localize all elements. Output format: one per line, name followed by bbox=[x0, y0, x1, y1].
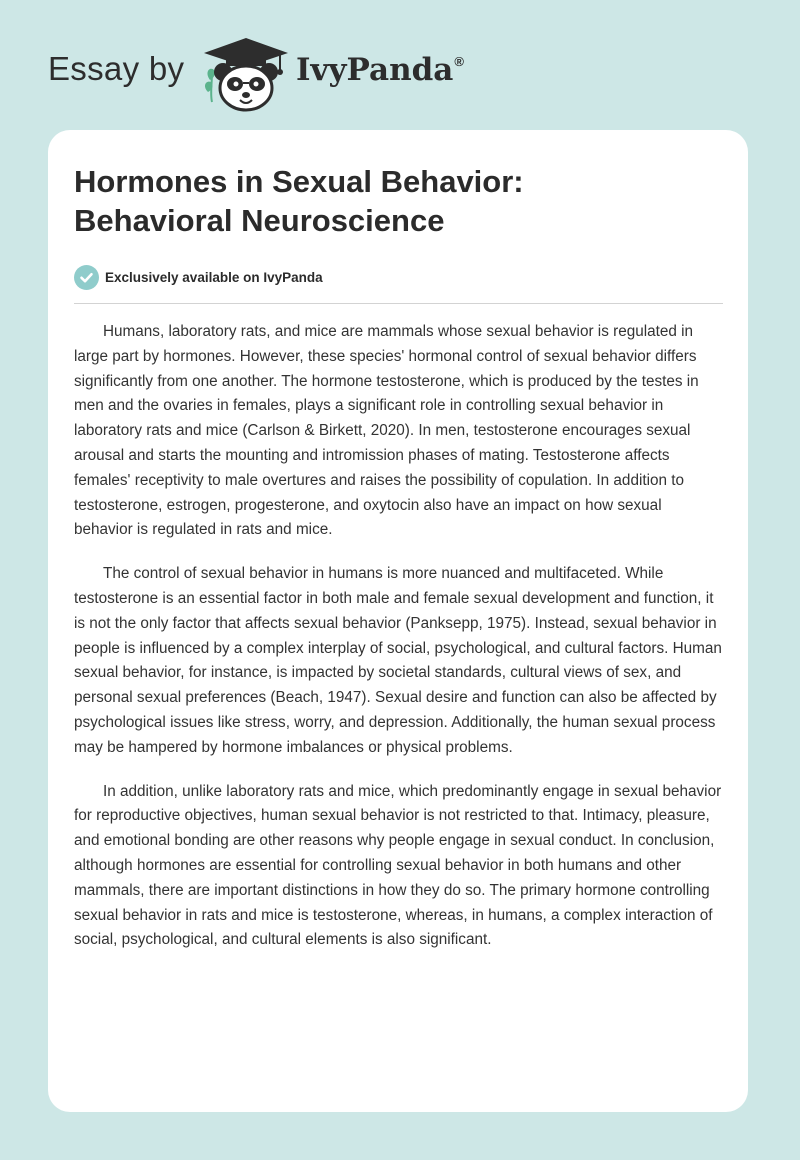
exclusive-badge bbox=[74, 263, 323, 291]
essay-by-label: Essay by bbox=[48, 50, 185, 87]
paragraph-3: In addition, unlike laboratory rats and mice, which predominantly engage in sexual behavior for reproductive objectives, human sexual behavior is not restricted to that. Intimacy, pleasure, and emotional bonding are other reasons why people engage in sexual conduct. In conclusion, although hormones are essential for controlling sexual behavior in both humans and other mammals, there are important distinctions in how they do so. The primary hormone controlling sexual behavior in rats and mice is testosterone, whereas, in humans, a complex interaction of social, psychological, and cultural elements is also significant. bbox=[74, 782, 722, 949]
title-line-2: Behavioral Neuroscience bbox=[74, 203, 445, 238]
exclusive-label: Exclusively available on IvyPanda bbox=[105, 269, 323, 285]
title-line-1: Hormones in Sexual Behavior: bbox=[74, 164, 524, 199]
essay-body bbox=[74, 320, 724, 972]
check-circle-icon bbox=[74, 265, 99, 290]
brand-name: IvyPanda bbox=[296, 52, 454, 88]
essay-card bbox=[48, 130, 748, 1112]
site-header bbox=[0, 0, 800, 130]
divider bbox=[74, 303, 723, 304]
brand-logo-text[interactable] bbox=[296, 52, 464, 88]
panda-graduate-icon bbox=[198, 36, 294, 112]
paragraph-2: The control of sexual behavior in humans is more nuanced and multifaceted. While testosterone is an essential factor in both male and female sexual development and function, it is not the only factor that affects sexual behavior (Panksepp, 1975). Instead, sexual behavior in people is influenced by a complex interplay of social, psychological, and cultural factors. Human sexual behavior, for instance, is impacted by societal standards, cultural views of sex, and personal sexual preferences (Beach, 1947). Sexual desire and function can also be affected by psychological issues like stress, worry, and depression. Additionally, the human sexual process may be hampered by hormone imbalances or physical problems. bbox=[74, 565, 722, 756]
page-title bbox=[74, 162, 714, 240]
paragraph-1: Humans, laboratory rats, and mice are mammals whose sexual behavior is regulated in large part by hormones. However, these species' hormonal control of sexual behavior differs significantly from one another. The hormone testosterone, which is produced by the testes in men and the ovaries in females, plays a significant role in controlling sexual behavior in laboratory rats and mice (Carlson & Birkett, 2020). In men, testosterone encourages sexual arousal and starts the mounting and intromission phases of mating. Testosterone affects females' receptivity to male overtures and raises the possibility of copulation. In addition to testosterone, estrogen, progesterone, and oxytocin also have an impact on how sexual behavior is regulated in rats and mice. bbox=[74, 323, 699, 539]
registered-mark: ® bbox=[454, 54, 464, 69]
